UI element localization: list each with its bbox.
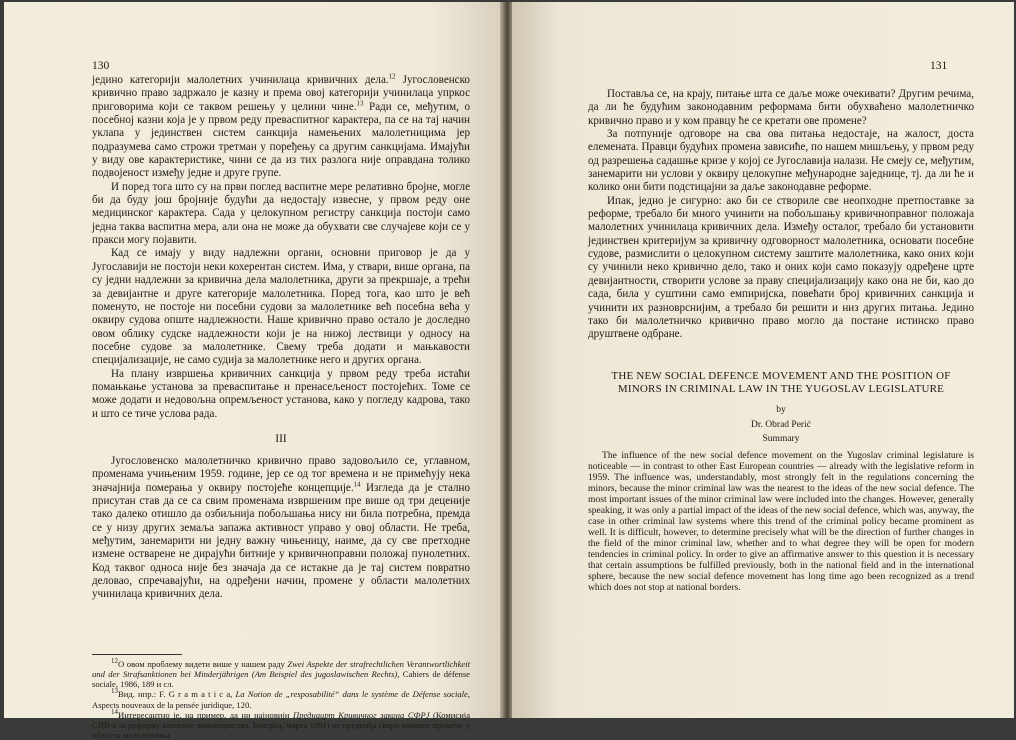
paragraph-text: Ради се, међутим, о посебној казни која је у првом реду превaспитног карактера, па се на тај начин уклапа у јединствен систем санкција намењених малолетницима јер подразумева само строжи третман у поређењу са другим санкцијама. Имајући у виду ове карактеристике, чини се да из тих разлога није оправдана толико подвојеност између једне и друге групе. xyxy=(92,100,471,180)
paragraph: На плану извршења кривичних санкција у првом реду треба истаћи помањкање установа за превaспитање и пренасељеност постојећих. Томе се може додати и недовољна опремљеност установа, како у погледу кадрова, тако и што се тиче услова рада. xyxy=(92,367,470,420)
paragraph-text: јединo категорији малолетних учинилаца кривичних дела. xyxy=(92,74,389,86)
footnote-number: 13 xyxy=(111,687,118,696)
footnote xyxy=(92,689,470,709)
paragraph xyxy=(92,74,470,181)
book-spread xyxy=(4,2,1014,740)
footnote-text: Cahiers de défense sociale, 1986, 189 и сл. xyxy=(92,668,470,690)
footnote-ref: 13 xyxy=(356,99,364,107)
footnote-number: 12 xyxy=(111,656,118,665)
paragraph: Ипак, једно је сигурно: ако би се створиле све неопходне претпоставке за реформе, требало би много учинити на побољшању кривичноправног положаја малолетних учинилаца кривичних дела. Између осталог, требало би установити јединствен критеријум за кривичну одговорност малолетника, основати посебне судове, размислити о целокупном систему заштите малолетника, како оних који су учинили нeкo кривично дело, тако и оних који само показују одређене црте девијантности, створити услове за праву специјализацију како она не би, као до сада, била у суштини само емпиријска, повећати број кривичних санкција и учинити их разноврснијим, а требало би решити и низ других питања. Једино тако би малолетничко кривично право могло да постане истинско право друштвене одбране. xyxy=(588,194,974,341)
left-page xyxy=(4,2,504,740)
footnote-number: 14 xyxy=(111,707,118,716)
paragraph-text: Југословенско малолетничко кривично право задовољило се, углавном, промeнама учињеним 1959. године, јер се од тог времена и не примећују нека значајнија померања у оквиру постојеће концепције. xyxy=(92,454,470,494)
footnote-text: О овом проблему видети више у нашем раду xyxy=(118,658,288,669)
footnote-title: Преднацрт Кривичног закона СФРЈ xyxy=(293,709,430,720)
author-name: Dr. Obrad Perić xyxy=(751,419,811,430)
right-page xyxy=(512,2,1014,718)
footnote-text: Aspects nouveaux de la pensée juridique, 120. xyxy=(92,699,252,710)
footnote xyxy=(92,656,470,690)
paragraph: Поставља се, на крају, питање шта се даље може очекивати? Другим речима, да ли ће будућим законодавним реформама бити обухваћено малолетничко кривично право и у ком правцу ће се кретати ове промене? xyxy=(588,88,974,127)
paragraph-text: Изгледа да је стално присутан став да се са свим промeнама извршеним пре више од три деценије тако далеко отишло да озбиљнија побољшања нису ни била потребна, премда се у низу других земаља запажа активност управо у овој области. Не треба, међутим, занемарити ни једну важну чињеницу, наиме, да су све претходне измене остварене не дирајући битније у кривичноправни положај пунолетних. Код таквог односа није без значаја да се истакне да је тај систем поврaтно деловао, спречавајући, на одређени начин, промене у области малолетних учинилаца кривичних дела. xyxy=(92,481,470,601)
paragraph xyxy=(92,455,470,602)
page-number-right: 131 xyxy=(930,60,948,72)
footnote-title: La Notion de „resposabilité“ dans le système de Défense sociale, xyxy=(235,689,470,700)
paragraph: И поред тога што су на први поглед васпитне мере релативно бројне, могле би да буду још бројније будући да недостају извесне, у првом реду оне медицинског карактера. Сада у целокупном регистру санкција постоји само једна таква васпитна мера, али она не може да обухвати све случајеве који се у пракси могу појавити. xyxy=(92,180,470,247)
paragraph-text: Југословенско кривично право задржало је казну и према овој категорији учинилаца упркос приговорима који се таквом решењу у целини чине. xyxy=(92,74,470,113)
right-text-column xyxy=(588,88,974,593)
footnote-ref: 12 xyxy=(388,72,396,81)
summary-paragraph: The influence of the new social defence movement on the Yugoslav criminal legislature is noticeable — in contrast to other East European countries — already with the legislative reform in 1959. The influence was, understandably, most strongly felt in the regulations concerning the minors, because the minor criminal law was the nearest to the ideas of the new social defence. The most important issues of the minor criminal law were included into the changes. However, generally speaking, it was only a partial impact of the ideas of the new social defence, which was, anyway, the case in other criminal law systems where this trend of the criminal policy became prominent as well. It is difficult, however, to determine precisely what will be the direction of further changes in the field of the minor criminal law, whether and to what degree they will be open for modern tendencies in criminal policy. In order to give an affirmative answer to this question it is necessary that certain assumptions be fulfilled previously, both in the national field and in the international sphere, because the new social defence movement has long time ago been recognized as a trend which does not stop at national borders. xyxy=(588,449,974,594)
paragraph: Кад се имају у виду надлежни органи, основни приговор је да у Југославији не постоји неки кохерентан систем. Има, у ствари, више органа, па су једни надлежни за кривична дела малолетника, други за прекршаје, а трећи за девијантне и друге категорије малолетника. Поред тога, као што је већ поменуто, не постоје ни посебни судови за малолетнике већ посебна већа у оквиру судова опште надлежности. Наше кривично право остало је доследно овом облику судске надлежности који је на нижој лествици у односу на посебне судове за малолетнике. Свему треба додати и мањкавости специјализације, не само судија за малолетнике него и других органа. xyxy=(92,247,470,367)
footnote xyxy=(92,707,471,740)
page-number-left: 130 xyxy=(92,60,110,72)
footnote-text: Интересантно је, на пример, да ни најновији xyxy=(118,709,294,720)
footnote-text: Вид. нпр.: F. G r a m a t i c a, xyxy=(118,689,236,700)
footnote-text: (Комисија СИВ-а за реформу казненог законодавства, Београд, марта 1991) не предвиђа скоро никакве промене у области малолетника. xyxy=(92,709,471,740)
footnote-ref: 14 xyxy=(353,479,361,488)
byline-label: by xyxy=(776,404,786,415)
left-text-column xyxy=(92,74,470,740)
english-summary-title: THE NEW SOCIAL DEFENCE MOVEMENT AND THE POSITION OF MINORS IN CRIMINAL LAW IN THE YUGOSLAV LEGISLATURE xyxy=(611,369,951,395)
footnote-divider xyxy=(92,654,182,655)
section-heading: III xyxy=(275,432,287,445)
footnote-title: Zwei Aspekte der strafrechtlichen Verantwortlichkeit und der Strafsanktionen bei Minderjährigen (Am Beispiel des jugoslawischen Rechts), xyxy=(92,658,470,679)
summary-heading: Summary xyxy=(762,433,800,444)
paragraph: За потпуније одговоре на сва ова питања недостаје, на жалост, доста елемената. Правци будућих промена зависиће, по нашем мишљењу, у првом реду од разрешења садашње кризе у којој се Југославија налази. Не смеју се, међутим, занемарити ни услови у оквиру целокупне међународне заједнице, тј. да ли ће и колико они бити подстицајни за даље законодавне реформе. xyxy=(588,128,974,194)
